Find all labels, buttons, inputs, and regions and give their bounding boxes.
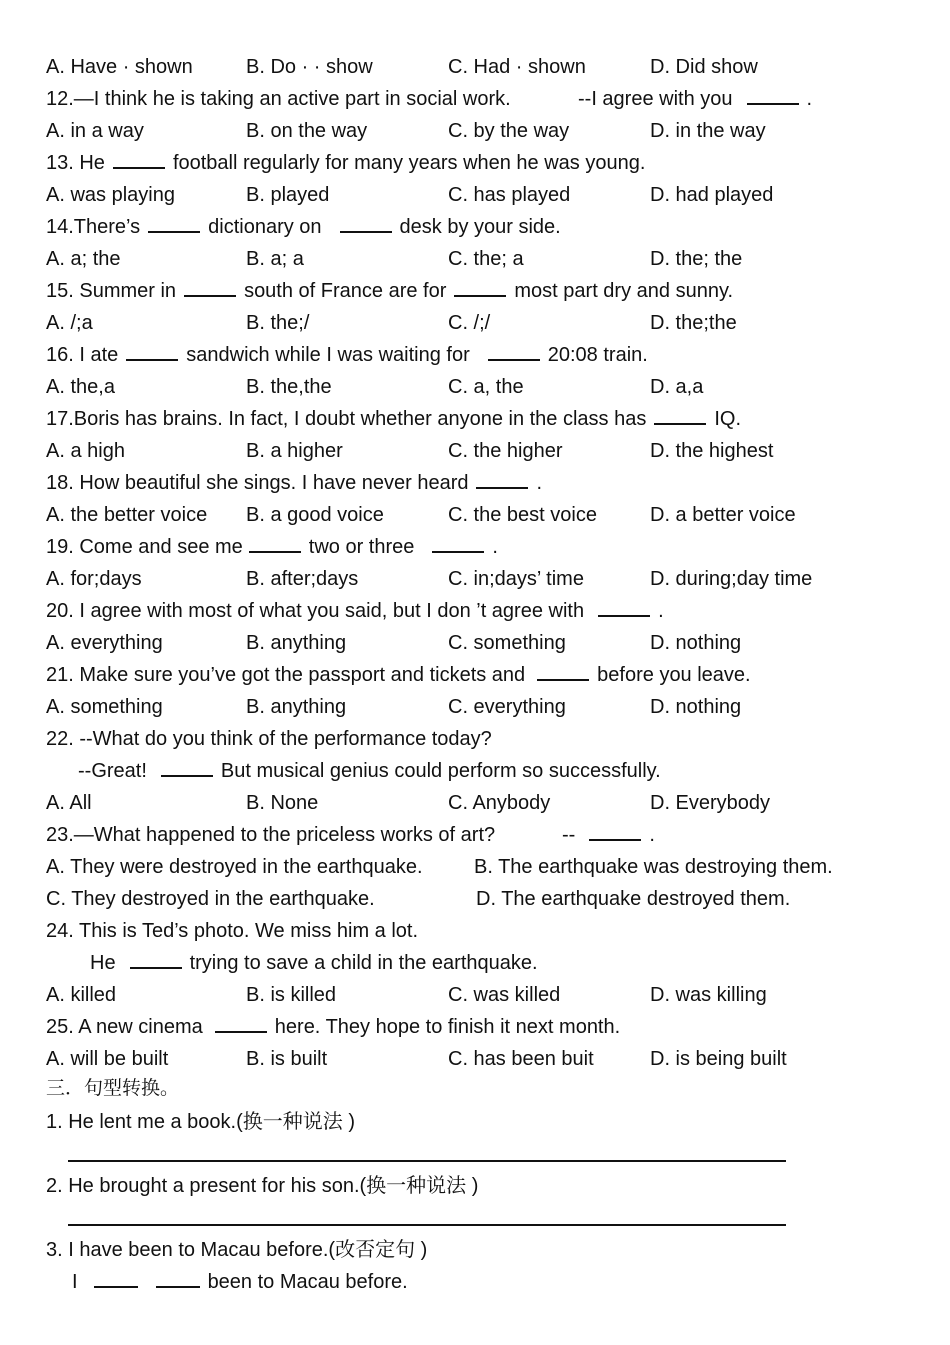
option-b[interactable]: B. None (246, 792, 319, 814)
question-text: 19. Come and see me (46, 536, 243, 558)
question-text: 24. This is Ted’s photo. We miss him a lot. (46, 920, 419, 942)
option-b[interactable]: B. after;days (246, 568, 359, 590)
question-text: IQ. (714, 408, 742, 430)
option-c[interactable]: C. the; a (448, 248, 524, 270)
question-text: 18. How beautiful she sings. I have never heard (46, 472, 469, 494)
question-punct: . (649, 824, 655, 846)
option-b[interactable]: B. anything (246, 696, 347, 718)
option-c[interactable]: C. They destroyed in the earthquake. (46, 888, 375, 910)
option-b[interactable]: B. The earthquake was destroying them. (474, 856, 833, 878)
option-c[interactable]: C. a, the (448, 376, 524, 398)
question-text: desk by your side. (399, 216, 561, 238)
option-d[interactable]: D. the;the (650, 312, 737, 334)
option-a[interactable]: A. will be built (46, 1048, 169, 1070)
question-text: -- (562, 824, 576, 846)
option-b[interactable]: B. the;/ (246, 312, 310, 334)
question-25 (46, 1013, 620, 1041)
answer-blank[interactable] (747, 87, 799, 105)
transform-item-1: 1. He lent me a book.(换一种说法 ) (46, 1111, 355, 1133)
answer-blank[interactable] (454, 279, 506, 297)
question-15 (46, 277, 733, 305)
answer-blank[interactable] (249, 535, 301, 553)
answer-blank[interactable] (148, 215, 200, 233)
question-text: trying to save a child in the earthquake. (189, 952, 538, 974)
option-a[interactable]: A. a high (46, 440, 125, 462)
option-c[interactable]: C. has played (448, 184, 571, 206)
question-response (578, 85, 812, 113)
question-text: football regularly for many years when he was young. (172, 152, 646, 174)
option-d[interactable]: D. during;day time (650, 568, 813, 590)
question-text: 15. Summer in (46, 280, 177, 302)
option-d[interactable]: D. was killing (650, 984, 767, 1006)
question-text: 17.Boris has brains. In fact, I doubt whether anyone in the class has (46, 408, 647, 430)
question-14 (46, 213, 561, 241)
option-d[interactable]: D. The earthquake destroyed them. (476, 888, 791, 910)
option-b[interactable]: B. a higher (246, 440, 343, 462)
option-b[interactable]: B. played (246, 184, 330, 206)
option-a[interactable]: A. the,a (46, 376, 115, 398)
question-text: 12.—I think he is taking an active part in social work. (46, 88, 511, 110)
question-text: two or three (308, 536, 415, 558)
option-a[interactable]: A. /;a (46, 312, 93, 334)
question-text: 13. He (46, 152, 105, 174)
option-d[interactable]: D. is being built (650, 1048, 787, 1070)
option-d[interactable]: D. a better voice (650, 504, 796, 526)
option-b[interactable]: B. is killed (246, 984, 337, 1006)
option-b[interactable]: B. a good voice (246, 504, 384, 526)
option-a[interactable]: A. the better voice (46, 504, 208, 526)
option-c[interactable]: C. /;/ (448, 312, 491, 334)
option-b[interactable]: B. the,the (246, 376, 332, 398)
option-d[interactable]: D. nothing (650, 632, 742, 654)
question-text: --I agree with you (578, 88, 733, 110)
question-text: But musical genius could perform so successfully. (220, 760, 661, 782)
answer-blank[interactable] (161, 759, 213, 777)
question-12 (46, 85, 813, 113)
option-c[interactable]: C. everything (448, 696, 566, 718)
answer-blank[interactable] (340, 215, 392, 233)
option-c[interactable]: C. the best voice (448, 504, 597, 526)
option-d[interactable]: D. in the way (650, 120, 766, 142)
answer-blank[interactable] (215, 1015, 267, 1033)
question-text: dictionary on (208, 216, 322, 238)
question-23 (46, 821, 655, 849)
question-text: here. They hope to finish it next month. (274, 1016, 621, 1038)
question-17 (46, 405, 741, 433)
option-a[interactable]: A. Have · shown (46, 56, 193, 78)
answer-blank[interactable] (113, 151, 165, 169)
transform-item-3: 3. I have been to Macau before.(改否定句 ) (46, 1239, 428, 1261)
answer-blank[interactable] (94, 1270, 138, 1288)
option-c[interactable]: C. Anybody (448, 792, 551, 814)
answer-blank[interactable] (432, 535, 484, 553)
question-24-response (90, 949, 538, 977)
question-text: before you leave. (597, 664, 751, 686)
option-b[interactable]: B. a; a (246, 248, 304, 270)
answer-blank[interactable] (537, 663, 589, 681)
option-a[interactable]: A. for;days (46, 568, 142, 590)
option-a[interactable]: A. All (46, 792, 92, 814)
question-text: --Great! (78, 760, 147, 782)
question-20 (46, 597, 664, 625)
question-text: I (72, 1271, 78, 1293)
question-response (562, 821, 655, 849)
question-punct: . (806, 88, 813, 110)
question-19 (46, 533, 498, 561)
question-21 (46, 661, 751, 689)
option-a[interactable]: A. killed (46, 984, 117, 1006)
option-d[interactable]: D. had played (650, 184, 774, 206)
question-text: He (90, 952, 116, 974)
question-text: most part dry and sunny. (514, 280, 734, 302)
option-a[interactable]: A. everything (46, 632, 163, 654)
option-a[interactable]: A. in a way (46, 120, 144, 142)
question-text: 20. I agree with most of what you said, but I don ’t agree with (46, 600, 585, 622)
answer-line-1[interactable] (68, 1160, 786, 1162)
question-text: 14.There’s (46, 216, 141, 238)
question-text: 25. A new cinema (46, 1016, 203, 1038)
answer-blank[interactable] (589, 823, 641, 841)
answer-blank[interactable] (126, 343, 178, 361)
question-text: 16. I ate (46, 344, 119, 366)
question-punct: . (658, 600, 664, 622)
answer-blank[interactable] (654, 407, 706, 425)
section-heading: 三．句型转换。 (46, 1078, 180, 1099)
option-c[interactable]: C. by the way (448, 120, 570, 142)
option-c[interactable]: C. was killed (448, 984, 561, 1006)
question-13 (46, 149, 645, 177)
option-a[interactable]: A. something (46, 696, 163, 718)
option-b[interactable]: B. anything (246, 632, 347, 654)
option-c[interactable]: C. Had · shown (448, 56, 586, 78)
question-punct: . (492, 536, 498, 558)
answer-blank[interactable] (476, 471, 528, 489)
option-d[interactable]: D. a,a (650, 376, 704, 398)
option-c[interactable]: C. in;days’ time (448, 568, 584, 590)
question-text: 22. --What do you think of the performance today? (46, 728, 492, 750)
question-22-response (78, 757, 661, 785)
answer-blank[interactable] (184, 279, 236, 297)
option-a[interactable]: A. a; the (46, 248, 121, 270)
option-c[interactable]: C. something (448, 632, 566, 654)
question-text: 23.—What happened to the priceless works of art? (46, 824, 496, 846)
question-22 (46, 725, 492, 753)
question-18 (46, 469, 542, 497)
option-d[interactable]: D. Did show (650, 56, 758, 78)
transform-item-3-response (72, 1268, 408, 1296)
option-d[interactable]: D. the highest (650, 440, 774, 462)
option-a[interactable]: A. They were destroyed in the earthquake. (46, 856, 423, 878)
option-b[interactable]: B. is built (246, 1048, 328, 1070)
option-b[interactable]: B. on the way (246, 120, 368, 142)
option-b[interactable]: B. Do · · show (246, 56, 373, 78)
answer-line-2[interactable] (68, 1224, 786, 1226)
question-text: 20:08 train. (547, 344, 648, 366)
option-d[interactable]: D. the; the (650, 248, 743, 270)
option-a[interactable]: A. was playing (46, 184, 175, 206)
option-c[interactable]: C. has been buit (448, 1048, 594, 1070)
answer-blank[interactable] (130, 951, 182, 969)
option-c[interactable]: C. the higher (448, 440, 563, 462)
question-text: sandwich while I was waiting for (186, 344, 470, 366)
answer-blank[interactable] (156, 1270, 200, 1288)
option-d[interactable]: D. Everybody (650, 792, 771, 814)
question-text: south of France are for (244, 280, 447, 302)
answer-blank[interactable] (598, 599, 650, 617)
option-d[interactable]: D. nothing (650, 696, 742, 718)
question-16 (46, 341, 648, 369)
transform-item-2: 2. He brought a present for his son.(换一种说法 ) (46, 1175, 479, 1197)
question-text: been to Macau before. (207, 1271, 408, 1293)
question-text: 21. Make sure you’ve got the passport and tickets and (46, 664, 526, 686)
answer-blank[interactable] (488, 343, 540, 361)
question-24 (46, 917, 418, 945)
question-punct: . (536, 472, 543, 494)
